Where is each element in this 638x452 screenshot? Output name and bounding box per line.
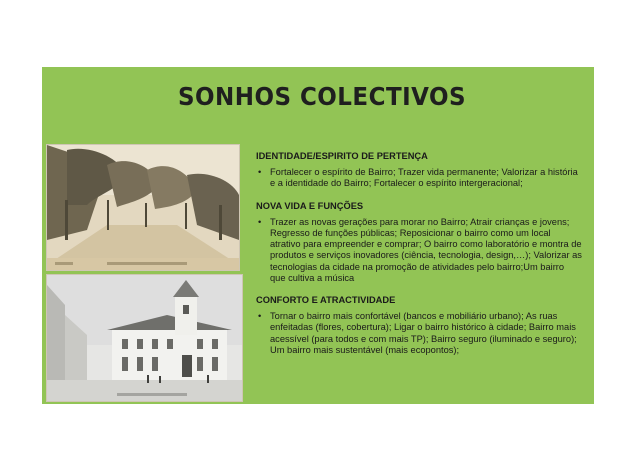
section-heading: NOVA VIDA E FUNÇÕES [256, 200, 364, 211]
town-hall-photo-image [47, 275, 242, 401]
avenue-photo [46, 144, 240, 271]
slide-title: SONHOS COLECTIVOS [178, 82, 467, 111]
content-panel [250, 146, 588, 398]
section-nova-vida [256, 201, 582, 284]
section-bullet: • Trazer as novas gerações para morar no Bairro; Atrair crianças e jovens; Regresso de funções públicas; Reposicionar o bairro como um local atrativo para empreender e comprar; O bairro como laboratório e montra de produtos e serviços inovadores (ciência, tecnologia, design,…); Valorizar as tecnologias da cidade na promoção de atividades pelo bairro;Um bairro que cultiva a música [256, 217, 582, 284]
section-identidade [256, 151, 582, 190]
section-conforto [256, 295, 582, 356]
section-bullet: • Tornar o bairro mais confortável (bancos e mobiliário urbano); As ruas enfeitadas (flores, cobertura); Ligar o bairro histórico à cidade; Bairro mais acessível (para todos e com mais TP); Bairro seguro (iluminado e seguro); Um bairro mais sustentável (mais ecopontos); [256, 311, 582, 356]
section-heading: CONFORTO E ATRACTIVIDADE [256, 295, 396, 306]
section-bullet: • Fortalecer o espírito de Bairro; Trazer vida permanente; Valorizar a história e a identidade do Bairro; Fortalecer o espírito intergeracional; [256, 167, 582, 189]
avenue-photo-image [47, 145, 239, 270]
section-heading: IDENTIDADE/ESPIRITO DE PERTENÇA [256, 151, 428, 161]
town-hall-photo [46, 274, 243, 402]
